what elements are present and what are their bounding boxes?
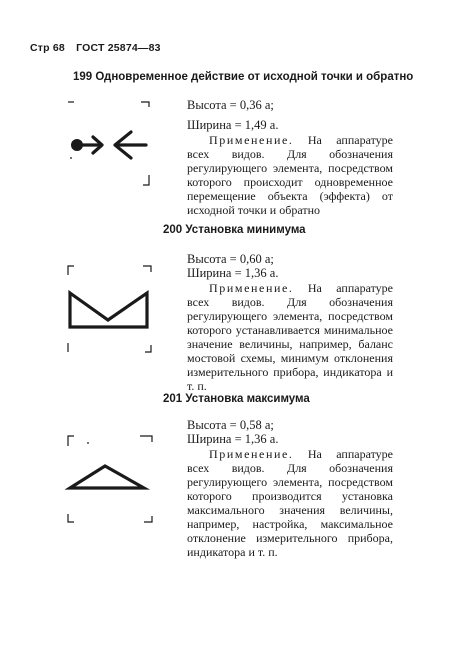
section-199-width: Ширина = 1,49 a. xyxy=(187,118,279,132)
section-200-width: Ширина = 1,36 a. xyxy=(187,266,279,280)
section-201-text: На аппаратуре всех видов. Для обозначения регулирующего элемента, посредством которого производится установка максимального значения величины, например, настройка, максимальное отклонение измерительного прибора, индикатора и т. п. xyxy=(187,447,393,559)
page-header xyxy=(30,42,161,54)
section-200-lead: Применение. xyxy=(209,281,294,295)
minimum-glyph xyxy=(70,293,147,327)
section-201-description xyxy=(187,447,393,559)
section-201-height: Высота = 0,58 a; xyxy=(187,418,274,432)
section-199-description xyxy=(187,133,393,217)
section-200-height: Высота = 0,60 a; xyxy=(187,252,274,266)
section-199-title: 199 Одновременное действие от исходной точки и обратно xyxy=(73,71,414,83)
section-200-text: На аппаратуре всех видов. Для обозначения регулирующего элемента, посредством которого устанавливается минимальное значение величины, например, баланс мостовой схемы, минимум отклонения измерительного прибора, индикатора и т. п. xyxy=(187,281,393,393)
section-201-lead: Применение. xyxy=(209,447,294,461)
section-200-title: 200 Установка минимума xyxy=(163,224,306,236)
standard-code: ГОСТ 25874—83 xyxy=(76,42,161,54)
crop-marks xyxy=(68,266,151,352)
set-maximum-symbol xyxy=(60,430,170,530)
set-minimum-symbol xyxy=(60,260,170,360)
section-200-description xyxy=(187,281,393,393)
page-number: Стр 68 xyxy=(30,42,65,54)
arrows-glyph xyxy=(71,132,146,158)
maximum-glyph xyxy=(70,466,144,488)
section-201-width: Ширина = 1,36 a. xyxy=(187,432,279,446)
simultaneous-action-symbol xyxy=(60,95,180,185)
section-199-height: Высота = 0,36 a; xyxy=(187,98,274,112)
section-199-text: На аппаратуре всех видов. Для обозначения регулирующего элемента, посредством которого происходит одновременное перемещение объекта (эффекта) от исходной точки и обратно xyxy=(187,133,393,217)
crop-marks xyxy=(68,436,152,522)
section-201-title: 201 Установка максимума xyxy=(163,393,310,405)
section-199-lead: Применение. xyxy=(209,133,294,147)
